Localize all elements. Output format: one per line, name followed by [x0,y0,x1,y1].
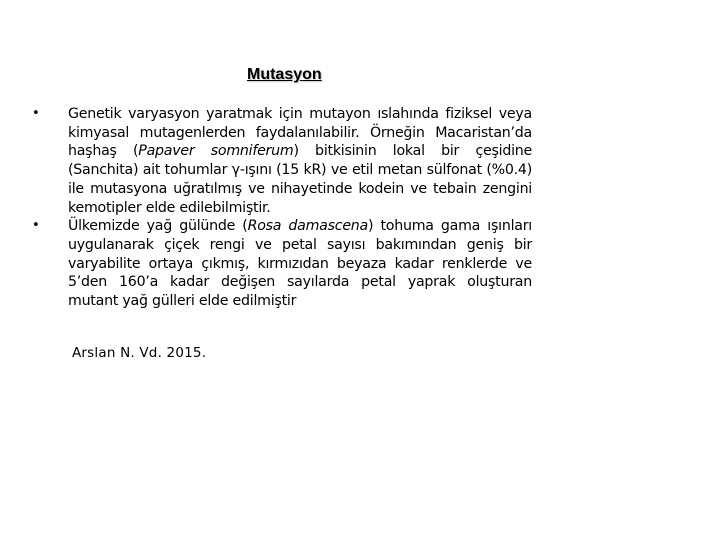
species-name-rosa: Rosa damascena [247,218,368,235]
bullet-item-rose [32,217,532,311]
bullet-item-mutagens [32,105,532,217]
bullet-list [32,105,532,311]
bullet-text-part: ) bitkisinin lokal bir çeşidine (Sanchita) ait tohumlar γ-ışını (15 kR) ve etil metan sülfonat (%0.4) ile mutasyona uğratılmış ve nihayetinde kodein ve tebain zengini kemotipler elde edilebilmiştir. [68,143,532,216]
bullet-text [68,105,532,217]
bullet-text-part: ) tohuma gama ışınları uygulanarak çiçek rengi ve petal sayısı bakımından geniş bir varyabilite ortaya çıkmış, kırmızıdan beyaza kadar renklerde ve 5’den 160’a kadar değişen sayılarda petal yaprak oluşturan mutant yağ gülleri elde edilmiştir [68,218,532,310]
bullet-text [68,217,532,311]
bullet-icon: • [32,106,40,121]
reference-citation: Arslan N. Vd. 2015. [72,345,207,361]
bullet-text-part: Ülkemizde yağ gülünde ( [68,218,248,235]
bullet-icon: • [32,218,40,234]
species-name-papaver: Papaver somniferum [138,143,294,160]
bullet-text-part: Genetik varyasyon yaratmak için mutayon ıslahında fiziksel veya kimyasal mutagenlerden faydalanılabilir. Örneğin Macaristan’da haşhaş ( [68,106,532,160]
slide-title: Mutasyon [247,66,322,83]
